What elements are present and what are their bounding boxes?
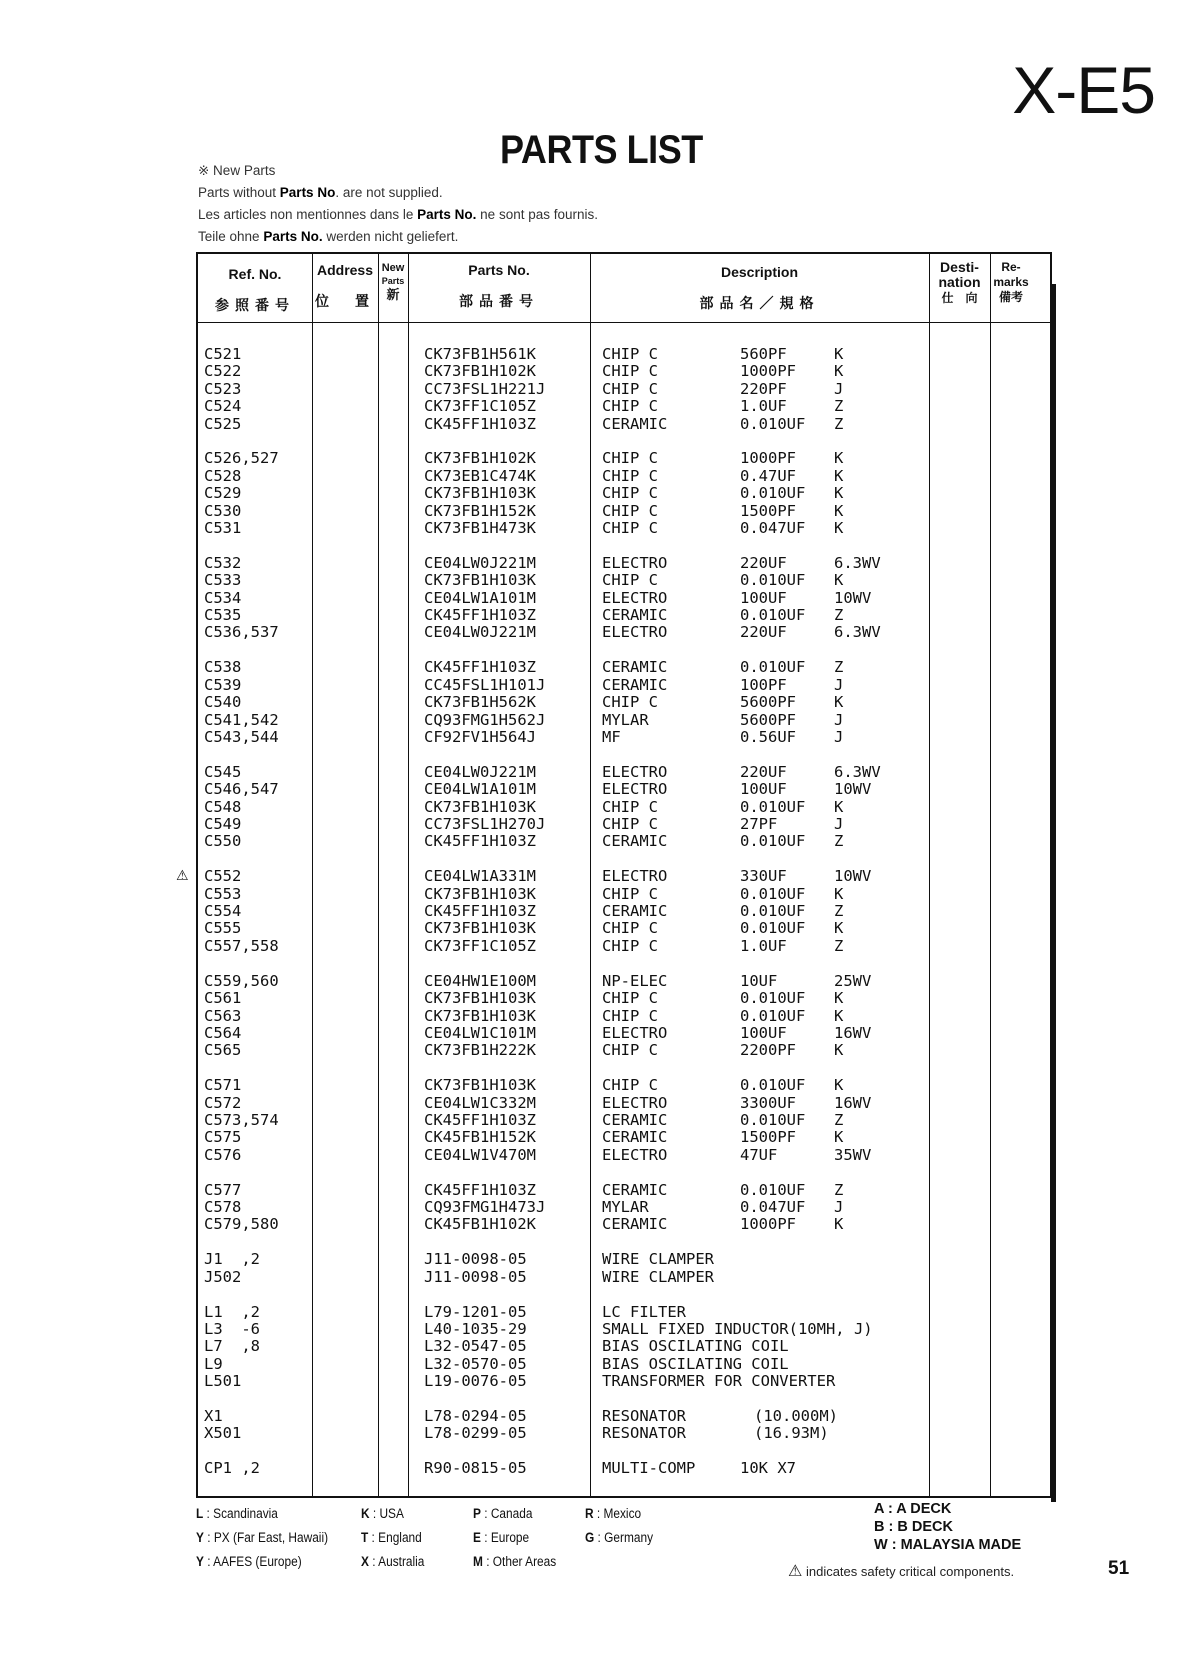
tolerance: K <box>834 1215 844 1234</box>
ref-no: C553 <box>204 884 242 903</box>
ref-no: C546,547 <box>204 780 279 799</box>
ref-no: J502 <box>204 1267 242 1286</box>
ref-no: C534 <box>204 588 242 607</box>
new-parts-note: ※ New Parts <box>198 163 276 178</box>
tolerance: 10WV <box>834 588 872 607</box>
parts-table <box>176 252 1052 1498</box>
description: CERAMIC <box>602 414 668 433</box>
parts-no: CC73FSL1H221J <box>424 379 546 398</box>
legend-item: K : USA <box>361 1506 404 1521</box>
parts-no: CK73FB1H103K <box>424 989 536 1008</box>
description: ELECTRO <box>602 867 668 886</box>
safety-text: indicates safety critical components. <box>805 1564 1015 1579</box>
parts-no: CQ93FMG1H473J <box>424 1198 546 1217</box>
value: 10K X7 <box>740 1459 796 1478</box>
tolerance: J <box>834 727 844 746</box>
value: 100PF <box>740 675 787 694</box>
value: 47UF <box>740 1145 778 1164</box>
value: 0.010UF <box>740 902 806 921</box>
value: 0.047UF <box>740 519 806 538</box>
parts-no: L78-0299-05 <box>424 1424 527 1443</box>
ref-no: C528 <box>204 466 242 485</box>
ref-no: C573,574 <box>204 1110 279 1129</box>
ref-no: C526,527 <box>204 449 279 468</box>
value: 0.010UF <box>740 484 806 503</box>
description: RESONATOR <box>602 1407 686 1426</box>
value: 0.047UF <box>740 1198 806 1217</box>
col-ref: Ref. No. 参照番号 <box>215 266 295 313</box>
description: CERAMIC <box>602 658 668 677</box>
parts-no: CF92FV1H564J <box>424 727 536 746</box>
parts-no: CK73FB1H103K <box>424 1006 536 1025</box>
legend-col-3 <box>473 1502 556 1574</box>
parts-no: CE04LW1C332M <box>424 1093 536 1112</box>
parts-no: CE04LW1A331M <box>424 867 536 886</box>
description: SMALL FIXED INDUCTOR(10MH, J) <box>602 1319 873 1338</box>
value: 0.010UF <box>740 414 806 433</box>
description: MYLAR <box>602 1198 649 1217</box>
description: CHIP C <box>602 501 658 520</box>
tolerance: K <box>834 449 844 468</box>
tolerance: K <box>834 797 844 816</box>
tolerance: 6.3WV <box>834 553 881 572</box>
tolerance: J <box>834 710 844 729</box>
deck-b: B : B DECK <box>874 1519 953 1535</box>
description: WIRE CLAMPER <box>602 1250 714 1269</box>
ref-no: C538 <box>204 658 242 677</box>
value: 0.010UF <box>740 1006 806 1025</box>
tolerance: K <box>834 919 844 938</box>
value: 0.010UF <box>740 571 806 590</box>
description: ELECTRO <box>602 588 668 607</box>
description: ELECTRO <box>602 553 668 572</box>
parts-no: L32-0570-05 <box>424 1354 527 1373</box>
ref-no: L3 -6 <box>204 1319 260 1338</box>
description: CHIP C <box>602 797 658 816</box>
note-de: Teile ohne Parts No. werden nicht geliefert. <box>198 229 459 244</box>
tolerance: K <box>834 345 844 363</box>
legend-item: M : Other Areas <box>473 1554 557 1569</box>
parts-no: CK73FB1H152K <box>424 501 536 520</box>
parts-no: CK73FB1H102K <box>424 449 536 468</box>
ref-no: C535 <box>204 606 242 625</box>
ref-no: X1 <box>204 1407 223 1426</box>
legend-item: Y : PX (Far East, Hawaii) <box>196 1530 329 1545</box>
ref-no: C571 <box>204 1076 242 1095</box>
legend-item: Y : AAFES (Europe) <box>196 1554 302 1569</box>
parts-no: CK73EB1C474K <box>424 466 536 485</box>
ref-no: L501 <box>204 1372 242 1391</box>
description: MULTI-COMP <box>602 1459 696 1478</box>
value: 27PF <box>740 814 778 833</box>
legend-item: R : Mexico <box>585 1506 642 1521</box>
legend-item: L : Scandinavia <box>196 1506 278 1521</box>
value: 10UF <box>740 971 778 990</box>
description: BIAS OSCILATING COIL <box>602 1337 789 1356</box>
tolerance: 6.3WV <box>834 623 881 642</box>
ref-no: C550 <box>204 832 242 851</box>
parts-no: CK73FB1H222K <box>424 1041 536 1060</box>
value: 2200PF <box>740 1041 796 1060</box>
tolerance: Z <box>834 936 844 955</box>
ref-no: C563 <box>204 1006 242 1025</box>
ref-no: C565 <box>204 1041 242 1060</box>
tolerance: 16WV <box>834 1023 872 1042</box>
description: CERAMIC <box>602 832 668 851</box>
tolerance: 10WV <box>834 780 872 799</box>
ref-no: C548 <box>204 797 242 816</box>
value: 0.010UF <box>740 797 806 816</box>
description: ELECTRO <box>602 1145 668 1164</box>
parts-no: R90-0815-05 <box>424 1459 527 1478</box>
col-description: Description 部品名／規格 <box>699 264 820 311</box>
notes <box>198 160 598 248</box>
parts-no: CK73FB1H102K <box>424 362 536 381</box>
legend-col-1 <box>196 1502 328 1574</box>
tolerance: K <box>834 466 844 485</box>
description: CHIP C <box>602 884 658 903</box>
ref-no: C525 <box>204 414 242 433</box>
description: CHIP C <box>602 362 658 381</box>
ref-no: C521 <box>204 345 242 363</box>
col-address: Address 位 置 <box>315 262 375 309</box>
ref-no: C579,580 <box>204 1215 279 1234</box>
value: 1.0UF <box>740 397 787 416</box>
col-destination: Desti- nation 仕 向 <box>938 259 981 305</box>
tolerance: Z <box>834 397 844 416</box>
description: CHIP C <box>602 571 658 590</box>
legend-item: T : England <box>361 1530 422 1545</box>
description: ELECTRO <box>602 1023 668 1042</box>
value: 0.010UF <box>740 606 806 625</box>
ref-no: C559,560 <box>204 971 279 990</box>
tolerance: Z <box>834 832 844 851</box>
description: CHIP C <box>602 484 658 503</box>
parts-no: CK73FF1C105Z <box>424 936 536 955</box>
tolerance: K <box>834 484 844 503</box>
ref-no: L9 <box>204 1354 223 1373</box>
value: 0.010UF <box>740 832 806 851</box>
legend-col-4 <box>585 1502 653 1550</box>
tolerance: K <box>834 1041 844 1060</box>
ref-no: C572 <box>204 1093 242 1112</box>
description: CERAMIC <box>602 1128 668 1147</box>
tolerance: K <box>834 1076 844 1095</box>
ref-no: C539 <box>204 675 242 694</box>
value: 1.0UF <box>740 936 787 955</box>
tolerance: Z <box>834 606 844 625</box>
description: CHIP C <box>602 1006 658 1025</box>
page-title: PARTS LIST <box>500 128 703 172</box>
deck-legend <box>874 1500 1021 1554</box>
safety-note <box>788 1561 1014 1581</box>
ref-no: C531 <box>204 519 242 538</box>
description: CERAMIC <box>602 1180 668 1199</box>
tolerance: Z <box>834 414 844 433</box>
parts-no: L40-1035-29 <box>424 1319 527 1338</box>
tolerance: 10WV <box>834 867 872 886</box>
value: 220UF <box>740 762 787 781</box>
description: CERAMIC <box>602 675 668 694</box>
description: RESONATOR <box>602 1424 686 1443</box>
ref-no: C524 <box>204 397 242 416</box>
parts-no: CK73FB1H103K <box>424 571 536 590</box>
parts-no: CE04LW1A101M <box>424 780 536 799</box>
parts-no: CK45FB1H102K <box>424 1215 536 1234</box>
deck-w: W : MALAYSIA MADE <box>874 1537 1022 1553</box>
tolerance: 25WV <box>834 971 872 990</box>
parts-no: L32-0547-05 <box>424 1337 527 1356</box>
parts-no: L78-0294-05 <box>424 1407 527 1426</box>
ref-no: C578 <box>204 1198 242 1217</box>
parts-no: CK45FF1H103Z <box>424 658 536 677</box>
description: CHIP C <box>602 1041 658 1060</box>
tolerance: K <box>834 1006 844 1025</box>
ref-no: L7 ,8 <box>204 1337 260 1356</box>
tolerance: K <box>834 519 844 538</box>
description: MYLAR <box>602 710 649 729</box>
parts-no: CK45FB1H152K <box>424 1128 536 1147</box>
parts-no: CK45FF1H103Z <box>424 606 536 625</box>
ref-no: C545 <box>204 762 242 781</box>
parts-no: CE04LW1V470M <box>424 1145 536 1164</box>
value: 0.010UF <box>740 1076 806 1095</box>
tolerance: Z <box>834 902 844 921</box>
tolerance: 16WV <box>834 1093 872 1112</box>
value: 0.56UF <box>740 727 796 746</box>
parts-no: CK73FB1H103K <box>424 484 536 503</box>
description: CHIP C <box>602 1076 658 1095</box>
value: 1000PF <box>740 362 796 381</box>
value: 0.010UF <box>740 658 806 677</box>
description: CHIP C <box>602 989 658 1008</box>
parts-no: L79-1201-05 <box>424 1302 527 1321</box>
parts-no: CE04LW1A101M <box>424 588 536 607</box>
value: 220UF <box>740 553 787 572</box>
value: 0.47UF <box>740 466 796 485</box>
value: 0.010UF <box>740 1180 806 1199</box>
description: CHIP C <box>602 345 658 363</box>
description: CERAMIC <box>602 1215 668 1234</box>
description: CERAMIC <box>602 1110 668 1129</box>
tolerance: Z <box>834 658 844 677</box>
col-remarks: Re- marks 備考 <box>993 260 1029 304</box>
value: 560PF <box>740 345 787 363</box>
value: 100UF <box>740 1023 787 1042</box>
parts-no: CK73FB1H103K <box>424 797 536 816</box>
frequency: (10.000M) <box>754 1407 838 1426</box>
value: 0.010UF <box>740 989 806 1008</box>
value: 0.010UF <box>740 884 806 903</box>
deck-a: A : A DECK <box>874 1501 952 1517</box>
col-new: New Parts 新 <box>381 262 405 302</box>
description: CHIP C <box>602 397 658 416</box>
description: CHIP C <box>602 919 658 938</box>
description: CHIP C <box>602 693 658 712</box>
ref-no: C522 <box>204 362 242 381</box>
ref-no: C529 <box>204 484 242 503</box>
parts-no: L19-0076-05 <box>424 1372 527 1391</box>
legend-item: P : Canada <box>473 1506 533 1521</box>
value: 3300UF <box>740 1093 796 1112</box>
description: CHIP C <box>602 379 658 398</box>
value: 220PF <box>740 379 787 398</box>
parts-no: CK45FF1H103Z <box>424 902 536 921</box>
ref-no: J1 ,2 <box>204 1250 260 1269</box>
parts-no: CE04LW0J221M <box>424 623 536 642</box>
tolerance: K <box>834 501 844 520</box>
tolerance: J <box>834 675 844 694</box>
ref-no: C555 <box>204 919 242 938</box>
tolerance: J <box>834 1198 844 1217</box>
ref-no: C577 <box>204 1180 242 1199</box>
parts-no: CK73FB1H473K <box>424 519 536 538</box>
value: 330UF <box>740 867 787 886</box>
ref-no: C575 <box>204 1128 242 1147</box>
ref-no: C532 <box>204 553 242 572</box>
ref-no: C557,558 <box>204 936 279 955</box>
description: CHIP C <box>602 814 658 833</box>
tolerance: K <box>834 989 844 1008</box>
parts-no: CK73FF1C105Z <box>424 397 536 416</box>
description: ELECTRO <box>602 623 668 642</box>
frequency: (16.93M) <box>754 1424 829 1443</box>
ref-no: C543,544 <box>204 727 279 746</box>
value: 1500PF <box>740 501 796 520</box>
description: CHIP C <box>602 449 658 468</box>
value: 1500PF <box>740 1128 796 1147</box>
legend-item: E : Europe <box>473 1530 530 1545</box>
description: CHIP C <box>602 519 658 538</box>
parts-no: CE04LW0J221M <box>424 553 536 572</box>
parts-no: CK45FF1H103Z <box>424 414 536 433</box>
description: BIAS OSCILATING COIL <box>602 1354 789 1373</box>
description: LC FILTER <box>602 1302 686 1321</box>
parts-no: CK73FB1H103K <box>424 919 536 938</box>
tolerance: Z <box>834 1180 844 1199</box>
description: CERAMIC <box>602 606 668 625</box>
parts-no: CK73FB1H103K <box>424 884 536 903</box>
description: WIRE CLAMPER <box>602 1267 714 1286</box>
parts-no: J11-0098-05 <box>424 1250 527 1269</box>
warning-icon: ⚠ <box>176 868 189 885</box>
ref-no: C549 <box>204 814 242 833</box>
legend-item: G : Germany <box>585 1530 654 1545</box>
ref-no: L1 ,2 <box>204 1302 260 1321</box>
value: 0.010UF <box>740 919 806 938</box>
model-name: X-E5 <box>1012 53 1155 127</box>
note-fr: Les articles non mentionnes dans le Parts No. ne sont pas fournis. <box>198 207 598 222</box>
description: ELECTRO <box>602 762 668 781</box>
value: 100UF <box>740 780 787 799</box>
ref-no: X501 <box>204 1424 242 1443</box>
ref-no: C576 <box>204 1145 242 1164</box>
value: 220UF <box>740 623 787 642</box>
tolerance: 35WV <box>834 1145 872 1164</box>
parts-no: CE04LW0J221M <box>424 762 536 781</box>
ref-no: C552 <box>204 867 242 886</box>
value: 5600PF <box>740 693 796 712</box>
parts-no: CK45FF1H103Z <box>424 1180 536 1199</box>
col-parts-no: Parts No. 部品番号 <box>459 262 539 309</box>
value: 5600PF <box>740 710 796 729</box>
tolerance: J <box>834 379 844 398</box>
description: CHIP C <box>602 936 658 955</box>
tolerance: K <box>834 884 844 903</box>
description: ELECTRO <box>602 780 668 799</box>
description: NP-ELEC <box>602 971 668 990</box>
parts-no: CE04HW1E100M <box>424 971 536 990</box>
ref-no: C564 <box>204 1023 242 1042</box>
ref-no: C561 <box>204 989 242 1008</box>
parts-no: CK73FB1H103K <box>424 1076 536 1095</box>
tolerance: K <box>834 362 844 381</box>
ref-no: C530 <box>204 501 242 520</box>
tolerance: 6.3WV <box>834 762 881 781</box>
warning-icon: ⚠ <box>788 1563 803 1580</box>
description: TRANSFORMER FOR CONVERTER <box>602 1372 836 1391</box>
tolerance: K <box>834 571 844 590</box>
value: 1000PF <box>740 1215 796 1234</box>
parts-no: CC73FSL1H270J <box>424 814 546 833</box>
ref-no: C533 <box>204 571 242 590</box>
parts-no: CK73FB1H562K <box>424 693 536 712</box>
ref-no: C554 <box>204 902 242 921</box>
page-number: 51 <box>1108 1558 1130 1579</box>
description: MF <box>602 727 621 746</box>
tolerance: K <box>834 693 844 712</box>
legend-col-2 <box>361 1502 424 1574</box>
description: CERAMIC <box>602 902 668 921</box>
parts-no: J11-0098-05 <box>424 1267 527 1286</box>
description: ELECTRO <box>602 1093 668 1112</box>
parts-no: CK45FF1H103Z <box>424 1110 536 1129</box>
ref-no: CP1 ,2 <box>204 1459 260 1478</box>
value: 100UF <box>740 588 787 607</box>
parts-no: CK73FB1H561K <box>424 345 536 363</box>
ref-no: C536,537 <box>204 623 279 642</box>
value: 1000PF <box>740 449 796 468</box>
note-en: Parts without Parts No. are not supplied. <box>198 185 443 200</box>
value: 0.010UF <box>740 1110 806 1129</box>
tolerance: K <box>834 1128 844 1147</box>
ref-no: C541,542 <box>204 710 279 729</box>
legend-item: X : Australia <box>361 1554 425 1569</box>
parts-no: CE04LW1C101M <box>424 1023 536 1042</box>
description: CHIP C <box>602 466 658 485</box>
ref-no: C523 <box>204 379 242 398</box>
parts-no: CC45FSL1H101J <box>424 675 546 694</box>
tolerance: Z <box>834 1110 844 1129</box>
ref-no: C540 <box>204 693 242 712</box>
tolerance: J <box>834 814 844 833</box>
parts-no: CK45FF1H103Z <box>424 832 536 851</box>
parts-no: CQ93FMG1H562J <box>424 710 546 729</box>
